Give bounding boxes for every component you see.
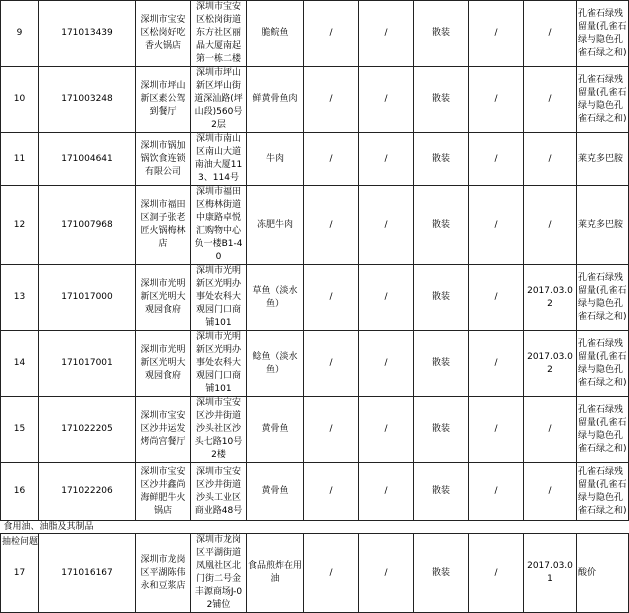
cell-unit: 深圳市光明新区光明大观园食府 xyxy=(136,331,191,397)
cell-c8: / xyxy=(469,1,524,67)
cell-pack: 散装 xyxy=(414,534,469,613)
cell-c6: / xyxy=(359,397,414,463)
cell-no: 12 xyxy=(1,186,39,265)
table-body-fish-meat xyxy=(1,1,629,521)
cell-c5: / xyxy=(304,463,359,521)
cell-addr: 深圳市南山区南山大道南油大厦113、114号 xyxy=(191,133,247,186)
cell-name: 冻肥牛肉 xyxy=(247,186,304,265)
cell-no: 13 xyxy=(1,265,39,331)
table-row xyxy=(1,397,629,463)
cell-addr: 深圳市宝安区沙井街道沙头工业区商业路48号 xyxy=(191,463,247,521)
cell-result: 孔雀石绿残留量(孔雀石绿与隐色孔雀石绿之和) xyxy=(577,67,629,133)
cell-c6: / xyxy=(359,67,414,133)
cell-addr: 深圳市光明新区光明办事处农科大观园门口商铺101 xyxy=(191,265,247,331)
cell-c5: / xyxy=(304,534,359,613)
cell-pack: 散装 xyxy=(414,397,469,463)
cell-no: 15 xyxy=(1,397,39,463)
cell-c5: / xyxy=(304,133,359,186)
cell-c6: / xyxy=(359,463,414,521)
cell-c6: / xyxy=(359,1,414,67)
section-header xyxy=(1,521,629,534)
cell-date: 2017.03.02 xyxy=(524,265,577,331)
cell-addr: 深圳市坪山新区坪山街道深汕路(坪山段)560号2层 xyxy=(191,67,247,133)
cell-code: 171017001 xyxy=(39,331,136,397)
cell-c5: / xyxy=(304,1,359,67)
cell-c6: / xyxy=(359,133,414,186)
cell-code: 171004641 xyxy=(39,133,136,186)
cell-result: 孔雀石绿残留量(孔雀石绿与隐色孔雀石绿之和) xyxy=(577,1,629,67)
cell-name: 牛肉 xyxy=(247,133,304,186)
cell-result: 莱克多巴胺 xyxy=(577,186,629,265)
cell-c5: / xyxy=(304,67,359,133)
cell-date: / xyxy=(524,186,577,265)
cell-result: 孔雀石绿残留量(孔雀石绿与隐色孔雀石绿之和) xyxy=(577,265,629,331)
table-row xyxy=(1,186,629,265)
cell-pack: 散装 xyxy=(414,1,469,67)
cell-c8: / xyxy=(469,463,524,521)
cell-c8: / xyxy=(469,265,524,331)
table-row xyxy=(1,1,629,67)
cell-unit: 深圳市宝安区沙井运发烤尚宫餐厅 xyxy=(136,397,191,463)
cell-no: 9 xyxy=(1,1,39,67)
cell-date: 2017.03.01 xyxy=(524,534,577,613)
cell-unit: 深圳市宝安区沙井鑫尚海鲜肥牛火锅店 xyxy=(136,463,191,521)
cell-pack: 散装 xyxy=(414,67,469,133)
cell-name: 草鱼（淡水鱼） xyxy=(247,265,304,331)
cell-unit: 深圳市宝安区松岗好吃香火锅店 xyxy=(136,1,191,67)
cell-no: 11 xyxy=(1,133,39,186)
cell-date: / xyxy=(524,397,577,463)
cell-no: 17 xyxy=(1,534,39,613)
cell-c6: / xyxy=(359,265,414,331)
cell-addr: 深圳市宝安区松岗街道东方社区丽晶大厦南起第一栋二楼 xyxy=(191,1,247,67)
cell-date: / xyxy=(524,1,577,67)
cell-result: 莱克多巴胺 xyxy=(577,133,629,186)
cell-unit: 深圳市龙岗区平湖陈伟永和豆浆店 xyxy=(136,534,191,613)
table-row xyxy=(1,331,629,397)
cell-c6: / xyxy=(359,186,414,265)
cell-code: 171003248 xyxy=(39,67,136,133)
table-body-oil xyxy=(1,534,629,613)
cell-no: 16 xyxy=(1,463,39,521)
cell-code: 171022206 xyxy=(39,463,136,521)
cell-no: 14 xyxy=(1,331,39,397)
cell-addr: 深圳市宝安区沙井街道沙头社区沙头七路10号2楼 xyxy=(191,397,247,463)
cell-name: 黄骨鱼 xyxy=(247,397,304,463)
cell-c8: / xyxy=(469,67,524,133)
cell-c8: / xyxy=(469,534,524,613)
cell-name: 食品煎炸在用油 xyxy=(247,534,304,613)
cell-pack: 散装 xyxy=(414,331,469,397)
table-row xyxy=(1,463,629,521)
cell-date: / xyxy=(524,463,577,521)
cell-unit: 深圳市光明新区光明大观园食府 xyxy=(136,265,191,331)
cell-result: 孔雀石绿残留量(孔雀石绿与隐色孔雀石绿之和) xyxy=(577,397,629,463)
cell-unit: 深圳市锅加锅饮食连锁有限公司 xyxy=(136,133,191,186)
cell-c5: / xyxy=(304,265,359,331)
cell-pack: 散装 xyxy=(414,186,469,265)
cell-no: 10 xyxy=(1,67,39,133)
cell-unit: 深圳市坪山新区素公驾到餐厅 xyxy=(136,67,191,133)
cell-c8: / xyxy=(469,133,524,186)
cell-c8: / xyxy=(469,397,524,463)
cell-result: 孔雀石绿残留量(孔雀石绿与隐色孔雀石绿之和) xyxy=(577,331,629,397)
cell-unit: 深圳市福田区洞子张老匠火锅梅林店 xyxy=(136,186,191,265)
cell-code: 171016167 xyxy=(39,534,136,613)
cell-c5: / xyxy=(304,186,359,265)
cell-date: / xyxy=(524,67,577,133)
cell-name: 脆鲩鱼 xyxy=(247,1,304,67)
cell-c5: / xyxy=(304,331,359,397)
cell-addr: 深圳市龙岗区平湖街道凤凰社区北门街二号金丰源商场J-02铺位 xyxy=(191,534,247,613)
section-row xyxy=(1,521,629,534)
cell-date: / xyxy=(524,133,577,186)
cell-code: 171013439 xyxy=(39,1,136,67)
cell-pack: 散装 xyxy=(414,133,469,186)
cell-name: 鲶鱼（淡水鱼） xyxy=(247,331,304,397)
cell-c8: / xyxy=(469,331,524,397)
cell-code: 171017000 xyxy=(39,265,136,331)
cell-addr: 深圳市福田区梅林街道中康路卓悦汇购物中心负一楼B1-40 xyxy=(191,186,247,265)
cell-pack: 散装 xyxy=(414,463,469,521)
cell-result: 孔雀石绿残留量(孔雀石绿与隐色孔雀石绿之和) xyxy=(577,463,629,521)
cell-addr: 深圳市光明新区光明办事处农科大观园门口商铺101 xyxy=(191,331,247,397)
cell-result: 酸价 xyxy=(577,534,629,613)
table-row xyxy=(1,133,629,186)
cell-c6: / xyxy=(359,331,414,397)
section-title: 食用油、油脂及其制品 xyxy=(3,522,94,532)
cell-date: 2017.03.02 xyxy=(524,331,577,397)
table-row xyxy=(1,265,629,331)
table-row xyxy=(1,534,629,613)
cell-code: 171022205 xyxy=(39,397,136,463)
footer-text: 抽检问题 xyxy=(2,537,39,547)
cell-c5: / xyxy=(304,397,359,463)
cell-c6: / xyxy=(359,534,414,613)
cell-name: 鲜黄骨鱼肉 xyxy=(247,67,304,133)
cell-code: 171007968 xyxy=(39,186,136,265)
cell-name: 黄骨鱼 xyxy=(247,463,304,521)
table-row xyxy=(1,67,629,133)
cell-c8: / xyxy=(469,186,524,265)
cell-pack: 散装 xyxy=(414,265,469,331)
